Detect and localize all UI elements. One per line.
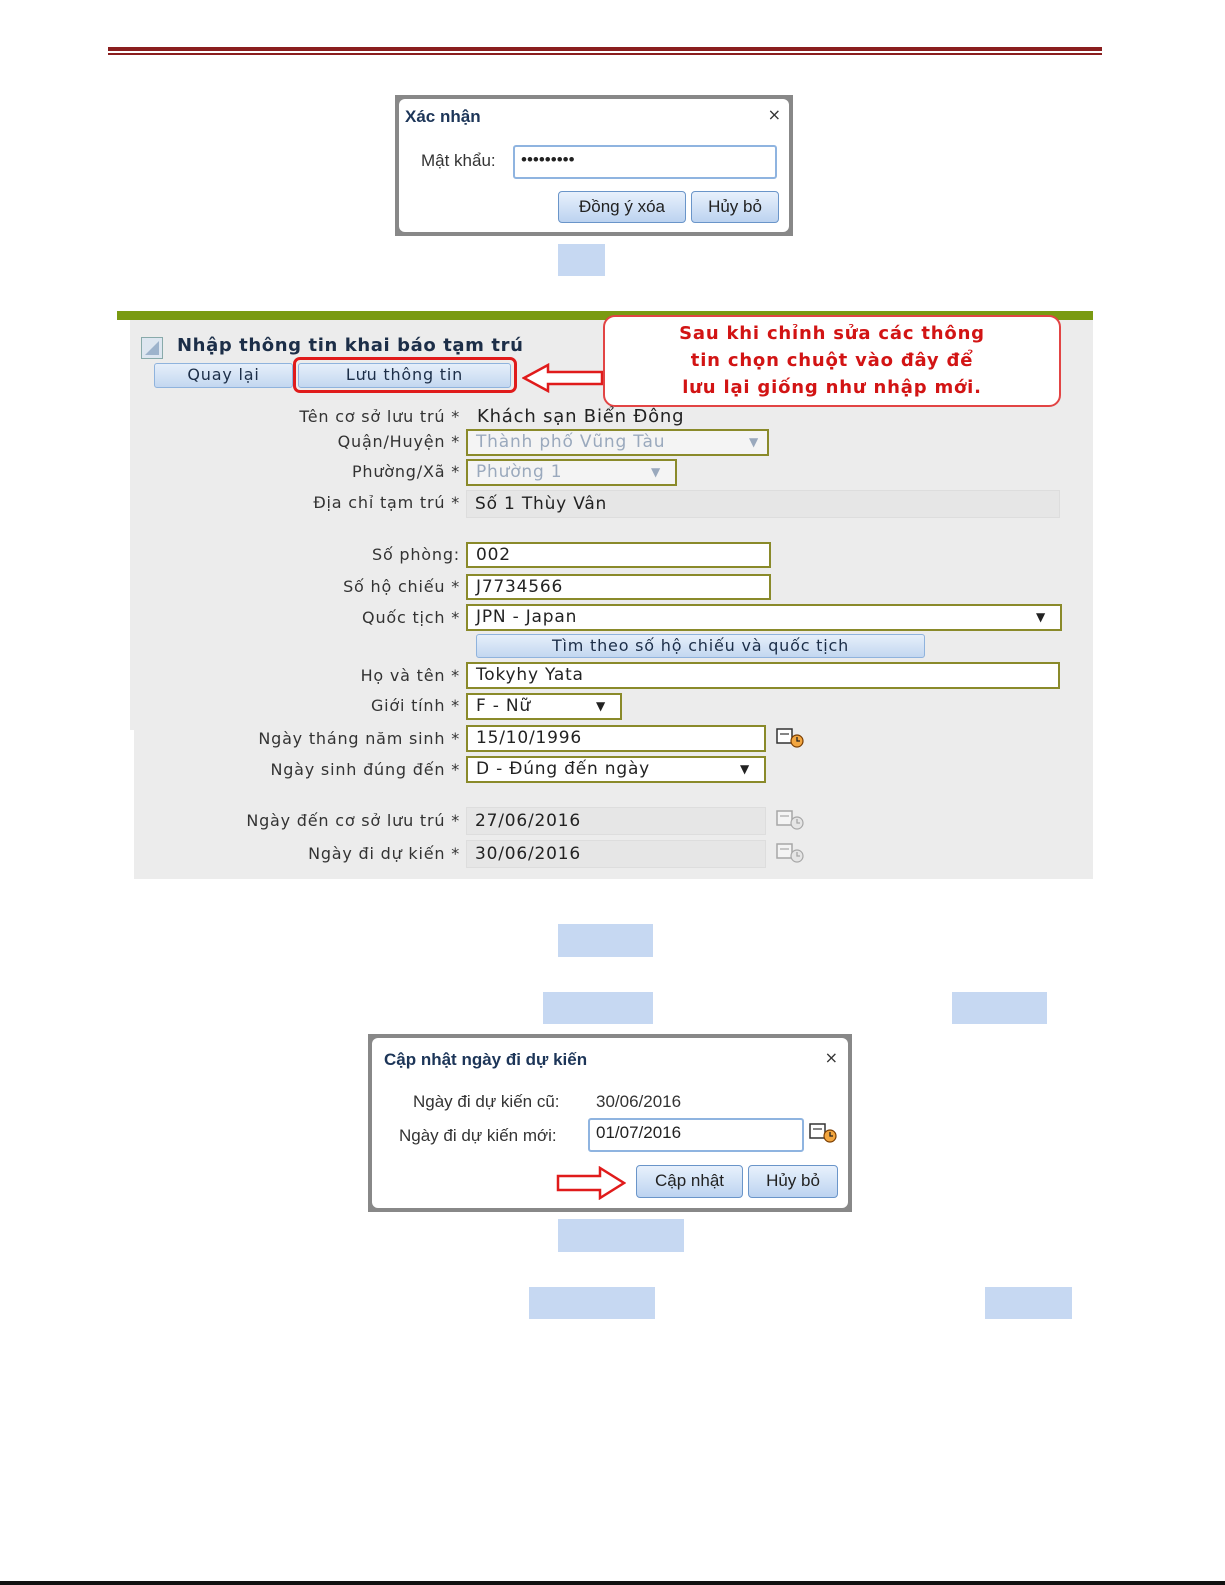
- facility-value: Khách sạn Biển Đông: [477, 406, 685, 427]
- highlight-block: [985, 1287, 1072, 1319]
- edit-icon: [141, 337, 163, 359]
- old-date-label: Ngày đi dự kiến cũ:: [413, 1092, 560, 1111]
- password-field[interactable]: •••••••••: [513, 145, 777, 179]
- update-departure-dialog: [368, 1034, 852, 1212]
- highlight-block: [558, 1219, 684, 1252]
- dob-accuracy-label: Ngày sinh đúng đến *: [270, 760, 460, 779]
- close-icon[interactable]: ×: [767, 105, 781, 124]
- facility-label: Tên cơ sở lưu trú *: [299, 407, 460, 426]
- save-button[interactable]: Lưu thông tin: [298, 363, 511, 388]
- departure-label: Ngày đi dự kiến *: [308, 844, 460, 863]
- calendar-clock-icon[interactable]: [775, 727, 805, 749]
- highlight-block: [952, 992, 1047, 1024]
- district-value: Thành phố Vũng Tàu: [476, 432, 666, 452]
- confirm-delete-button[interactable]: Đồng ý xóa: [558, 191, 686, 223]
- ward-select[interactable]: [466, 459, 677, 486]
- callout-line: lưu lại giống như nhập mới.: [682, 377, 982, 398]
- confirm-dialog: [395, 95, 793, 236]
- callout-line: tin chọn chuột vào đây để: [690, 350, 974, 371]
- old-date-value: 30/06/2016: [596, 1092, 682, 1111]
- callout-line: Sau khi chỉnh sửa các thông: [679, 323, 985, 344]
- right-arrow-icon: [556, 1166, 626, 1200]
- back-button[interactable]: Quay lại: [154, 363, 293, 388]
- ward-label: Phường/Xã *: [351, 462, 460, 481]
- nationality-select[interactable]: [466, 604, 1062, 631]
- cancel-button[interactable]: Hủy bỏ: [748, 1165, 838, 1198]
- departure-field: 30/06/2016: [466, 840, 766, 868]
- highlight-block: [543, 992, 653, 1024]
- left-arrow-icon: [522, 363, 604, 393]
- arrival-field: 27/06/2016: [466, 807, 766, 835]
- calendar-clock-icon: [775, 842, 805, 864]
- dob-accuracy-value: D - Đúng đến ngày: [476, 759, 651, 779]
- nationality-label: Quốc tịch *: [362, 608, 460, 627]
- chevron-down-icon: ▼: [739, 762, 750, 776]
- room-label: Số phòng:: [371, 545, 460, 564]
- chevron-down-icon: ▼: [595, 699, 606, 713]
- form-title: Nhập thông tin khai báo tạm trú: [177, 335, 524, 356]
- dialog-title: Cập nhật ngày đi dự kiến: [384, 1050, 588, 1069]
- search-passport-button[interactable]: Tìm theo số hộ chiếu và quốc tịch: [476, 634, 925, 658]
- close-icon[interactable]: ×: [824, 1048, 838, 1067]
- calendar-clock-icon[interactable]: [808, 1122, 838, 1144]
- footer-rule: [0, 1581, 1225, 1585]
- gender-value: F - Nữ: [476, 696, 532, 716]
- district-label: Quận/Huyện *: [337, 432, 460, 451]
- highlight-block: [529, 1287, 655, 1319]
- district-select[interactable]: [466, 429, 769, 456]
- header-rule-thin: [108, 53, 1102, 55]
- highlight-block: [558, 244, 605, 276]
- chevron-down-icon: ▼: [748, 435, 759, 449]
- form-panel-edge: [120, 730, 134, 879]
- nationality-value: JPN - Japan: [476, 607, 578, 627]
- dialog-title: Xác nhận: [405, 107, 481, 126]
- gender-select[interactable]: [466, 693, 622, 720]
- address-label: Địa chỉ tạm trú *: [313, 493, 460, 512]
- update-button[interactable]: Cập nhật: [636, 1165, 743, 1198]
- dob-label: Ngày tháng năm sinh *: [258, 729, 460, 748]
- arrival-label: Ngày đến cơ sở lưu trú *: [246, 811, 460, 830]
- gender-label: Giới tính *: [370, 696, 460, 715]
- cancel-button[interactable]: Hủy bỏ: [691, 191, 779, 223]
- new-date-label: Ngày đi dự kiến mới:: [399, 1126, 557, 1145]
- calendar-clock-icon: [775, 809, 805, 831]
- passport-label: Số hộ chiếu *: [343, 577, 460, 596]
- new-date-field[interactable]: 01/07/2016: [588, 1118, 804, 1152]
- chevron-down-icon: ▼: [1035, 610, 1046, 624]
- passport-field[interactable]: J7734566: [466, 574, 771, 600]
- password-label: Mật khẩu:: [421, 151, 496, 170]
- chevron-down-icon: ▼: [650, 465, 661, 479]
- ward-value: Phường 1: [476, 462, 563, 482]
- name-field[interactable]: Tokyhy Yata: [466, 662, 1060, 689]
- save-button-highlight: [293, 357, 517, 393]
- name-label: Họ và tên *: [360, 666, 460, 685]
- room-field[interactable]: 002: [466, 542, 771, 568]
- dob-accuracy-select[interactable]: [466, 756, 766, 783]
- highlight-block: [558, 924, 653, 957]
- header-rule: [108, 47, 1102, 51]
- dob-field[interactable]: 15/10/1996: [466, 725, 766, 752]
- address-field: Số 1 Thùy Vân: [466, 490, 1060, 518]
- annotation-callout: [603, 315, 1061, 407]
